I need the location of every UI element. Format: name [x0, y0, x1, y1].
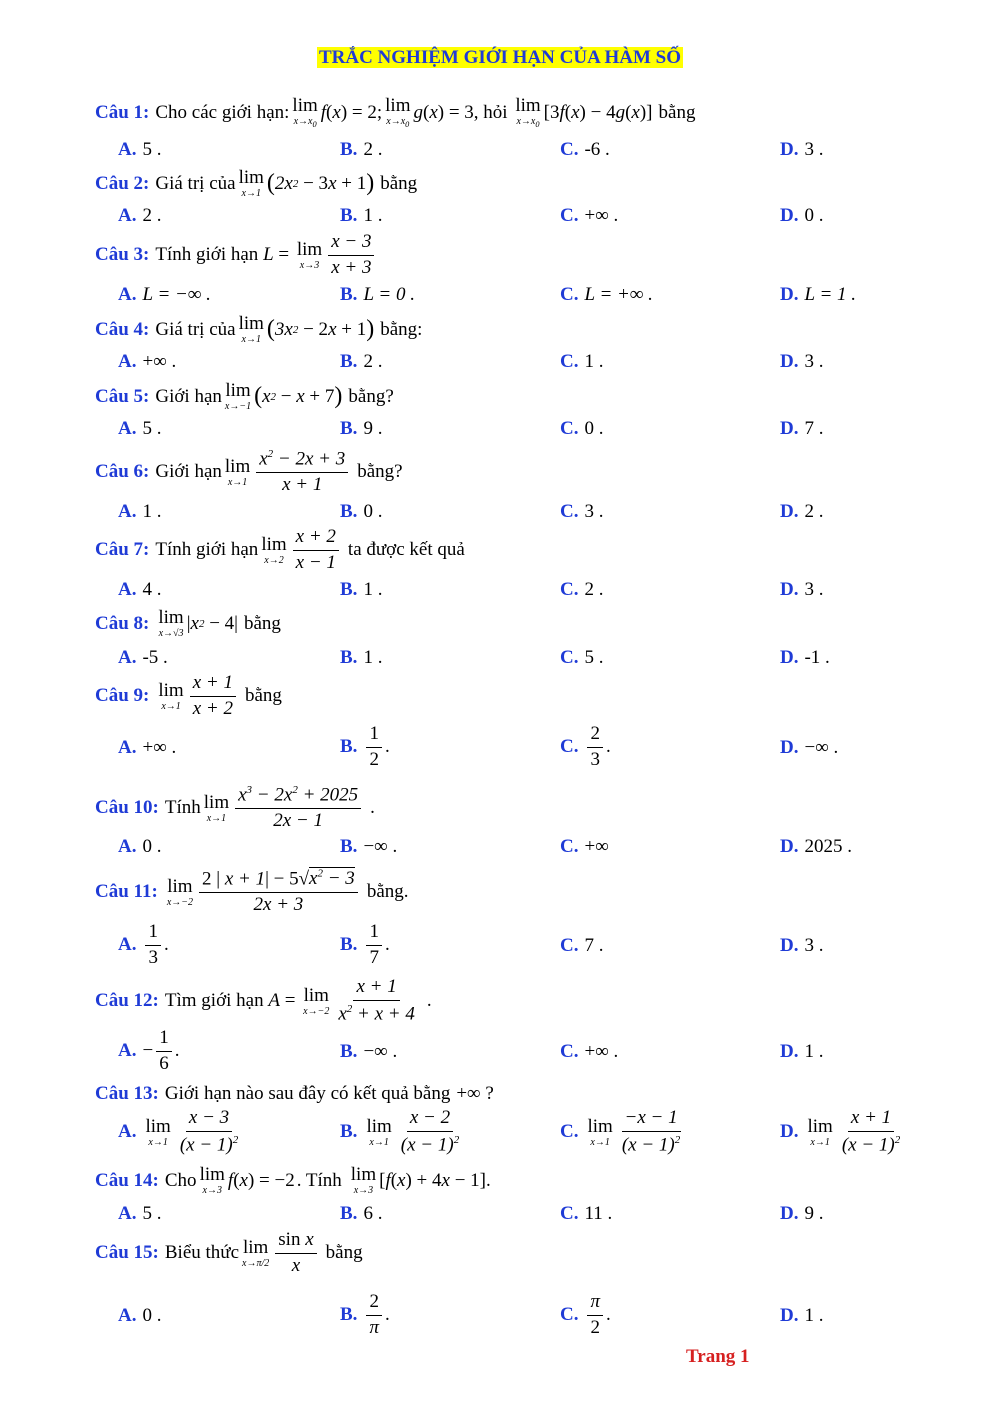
formula: lim x→3 f ( x ) = −2 [199, 1164, 295, 1196]
question-5: Câu 5: Giới hạn lim x→−1 ( x 2 − x + 7 ) bằng? [95, 380, 394, 412]
option-10a[interactable]: A. 0 . [118, 836, 162, 857]
question-12: Câu 12: Tìm giới hạn A = lim x→−2 $\frac{x + 1}{x^2 + x + 4}$ . [95, 976, 432, 1025]
option-14b[interactable]: B. 6 . [340, 1203, 383, 1224]
option-9a[interactable]: A. +∞ . [118, 737, 177, 758]
question-9: Câu 9: lim x→1 $\frac{x + 1}{x + 2}$ bằng [95, 672, 282, 719]
option-2b[interactable]: B. 1 . [340, 205, 383, 226]
question-14: Câu 14: Cho lim x→3 f ( x ) = −2 . Tính lim x→3 [ f ( x ) + 4 x − 1]. [95, 1164, 491, 1196]
formula: lim $x\to x_0$ f ( x ) = 2; lim $x\to x_0$ g ( x ) = 3 , hỏi lim $x\to x_0$ [3 f ( x ) − 4 g ( x )] [292, 95, 653, 129]
option-2a[interactable]: A. 2 . [118, 205, 162, 226]
formula: lim x→3 [ f ( x ) + 4 x − 1]. [350, 1164, 491, 1196]
option-13d[interactable]: D. lim x→1 $\frac{x + 1}{(x - 1)^2}$ [780, 1107, 901, 1156]
option-1c[interactable]: C. -6 . [560, 139, 610, 160]
option-11d[interactable]: D. 3 . [780, 935, 824, 956]
question-10: Câu 10: Tính lim x→1 $\frac{x^3 - 2x^2 + 2025}{2x - 1}$ . [95, 784, 375, 832]
option-1a[interactable]: A. 5 . [118, 139, 162, 160]
option-15a[interactable]: A. 0 . [118, 1305, 162, 1326]
option-5d[interactable]: D. 7 . [780, 418, 824, 439]
option-12a[interactable]: A. − $\frac{1}{6}$ . [118, 1027, 180, 1074]
option-13c[interactable]: C. lim x→1 $\frac{-x - 1}{(x - 1)^2}$ [560, 1107, 681, 1156]
option-6c[interactable]: C. 3 . [560, 501, 604, 522]
option-12b[interactable]: B. −∞ . [340, 1041, 398, 1062]
option-8b[interactable]: B. 1 . [340, 647, 383, 668]
question-2: Câu 2: Giá trị của lim x→1 ( 2x 2 − 3 x + 1 ) bằng [95, 167, 418, 199]
option-9c[interactable]: C. $\frac{2}{3}$ . [560, 723, 611, 770]
option-6d[interactable]: D. 2 . [780, 501, 824, 522]
option-14a[interactable]: A. 5 . [118, 1203, 162, 1224]
option-5b[interactable]: B. 9 . [340, 418, 383, 439]
option-8a[interactable]: A. -5 . [118, 647, 168, 668]
option-1d[interactable]: D. 3 . [780, 139, 824, 160]
option-5c[interactable]: C. 0 . [560, 418, 604, 439]
option-13a[interactable]: A. lim x→1 $\frac{x - 3}{(x - 1)^2}$ [118, 1107, 239, 1156]
question-15: Câu 15: Biểu thức lim x→π/2 $\frac{\text{sin x}}{x}$ bằng [95, 1229, 363, 1276]
option-7c[interactable]: C. 2 . [560, 579, 604, 600]
option-14d[interactable]: D. 9 . [780, 1203, 824, 1224]
option-4b[interactable]: B. 2 . [340, 351, 383, 372]
question-7: Câu 7: Tính giới hạn lim x→2 $\frac{x + 2}{x - 1}$ ta được kết quả [95, 526, 465, 573]
option-6a[interactable]: A. 1 . [118, 501, 162, 522]
question-6: Câu 6: Giới hạn lim x→1 $\frac{x^2 - 2x + 3}{x + 1}$ bằng? [95, 448, 403, 496]
option-7a[interactable]: A. 4 . [118, 579, 162, 600]
formula: lim x→1 ( 2x 2 − 3 x + 1 ) [238, 167, 375, 199]
option-2c[interactable]: C. +∞ . [560, 205, 619, 226]
formula: lim x→1 $\frac{x^2 - 2x + 3}{x + 1}$ [222, 448, 351, 496]
formula: L = lim x→3 $\frac{x - 3}{x + 3}$ [258, 232, 377, 279]
question-1: Câu 1: Cho các giới hạn: lim $x\to x_0$ f ( x ) = 2; lim $x\to x_0$ g ( x ) = 3 , hỏi lim $x\to x_0$ [3 f ( x ) − 4 g ( x )] bằng [95, 95, 696, 129]
option-3c[interactable]: C. L = +∞ . [560, 284, 653, 305]
formula: lim x→1 ( 3x 2 − 2 x + 1 ) [238, 313, 375, 345]
option-10c[interactable]: C. +∞ [560, 836, 609, 857]
formula: lim x→−1 ( x 2 − x + 7 ) [224, 380, 343, 412]
option-9b[interactable]: B. $\frac{1}{2}$ . [340, 723, 390, 770]
option-15c[interactable]: C. $\frac{\pi}{2}$ . [560, 1291, 611, 1338]
option-12c[interactable]: C. +∞ . [560, 1041, 619, 1062]
option-9d[interactable]: D. −∞ . [780, 737, 839, 758]
formula: lim x→−2 $\frac{2 | x + 1| - 5√x^2 - 3}{2x + 3}$ [164, 868, 361, 916]
question-8: Câu 8: lim x→√3 | x 2 − 4| bằng [95, 607, 281, 639]
option-10b[interactable]: B. −∞ . [340, 836, 398, 857]
option-3a[interactable]: A. L = −∞ . [118, 284, 211, 305]
formula: A = lim x→−2 $\frac{x + 1}{x^2 + x + 4}$ [263, 976, 415, 1025]
option-7d[interactable]: D. 3 . [780, 579, 824, 600]
option-5a[interactable]: A. 5 . [118, 418, 162, 439]
option-2d[interactable]: D. 0 . [780, 205, 824, 226]
option-11a[interactable]: A. $\frac{1}{3}$ . [118, 921, 169, 968]
option-8c[interactable]: C. 5 . [560, 647, 604, 668]
option-4a[interactable]: A. +∞ . [118, 351, 177, 372]
formula: lim x→√3 | x 2 − 4| [158, 607, 238, 639]
page-title: TRẮC NGHIỆM GIỚI HẠN CỦA HÀM SỐ [318, 47, 682, 68]
page-number: Trang 1 [686, 1346, 750, 1367]
question-3: Câu 3: Tính giới hạn L = lim x→3 $\frac{x - 3}{x + 3}$ [95, 232, 377, 279]
option-3b[interactable]: B. L = 0 . [340, 284, 415, 305]
option-8d[interactable]: D. -1 . [780, 647, 830, 668]
option-3d[interactable]: D. L = 1 . [780, 284, 857, 305]
option-4c[interactable]: C. 1 . [560, 351, 604, 372]
option-4d[interactable]: D. 3 . [780, 351, 824, 372]
option-7b[interactable]: B. 1 . [340, 579, 383, 600]
question-11: Câu 11: lim x→−2 $\frac{2 | x + 1| - 5√x^2 - 3}{2x + 3}$ bằng. [95, 868, 409, 916]
formula: lim x→1 $\frac{x^3 - 2x^2 + 2025}{2x - 1}$ [201, 784, 364, 832]
option-10d[interactable]: D. 2025 . [780, 836, 852, 857]
option-13b[interactable]: B. lim x→1 $\frac{x - 2}{(x - 1)^2}$ [340, 1107, 460, 1156]
option-15d[interactable]: D. 1 . [780, 1305, 824, 1326]
option-1b[interactable]: B. 2 . [340, 139, 383, 160]
question-13: Câu 13: Giới hạn nào sau đây có kết quả bằng +∞ ? [95, 1083, 494, 1104]
formula: lim x→π/2 $\frac{\text{sin x}}{x}$ [239, 1230, 320, 1277]
formula: lim x→1 $\frac{x + 1}{x + 2}$ [155, 673, 239, 720]
option-11b[interactable]: B. $\frac{1}{7}$ . [340, 921, 390, 968]
option-6b[interactable]: B. 0 . [340, 501, 383, 522]
option-14c[interactable]: C. 11 . [560, 1203, 613, 1224]
option-15b[interactable]: B. $\frac{2}{\pi}$ . [340, 1291, 390, 1338]
option-11c[interactable]: C. 7 . [560, 935, 604, 956]
question-4: Câu 4: Giá trị của lim x→1 ( 3x 2 − 2 x + 1 ) bằng: [95, 313, 423, 345]
formula: lim x→2 $\frac{x + 2}{x - 1}$ [258, 527, 342, 574]
option-12d[interactable]: D. 1 . [780, 1041, 824, 1062]
